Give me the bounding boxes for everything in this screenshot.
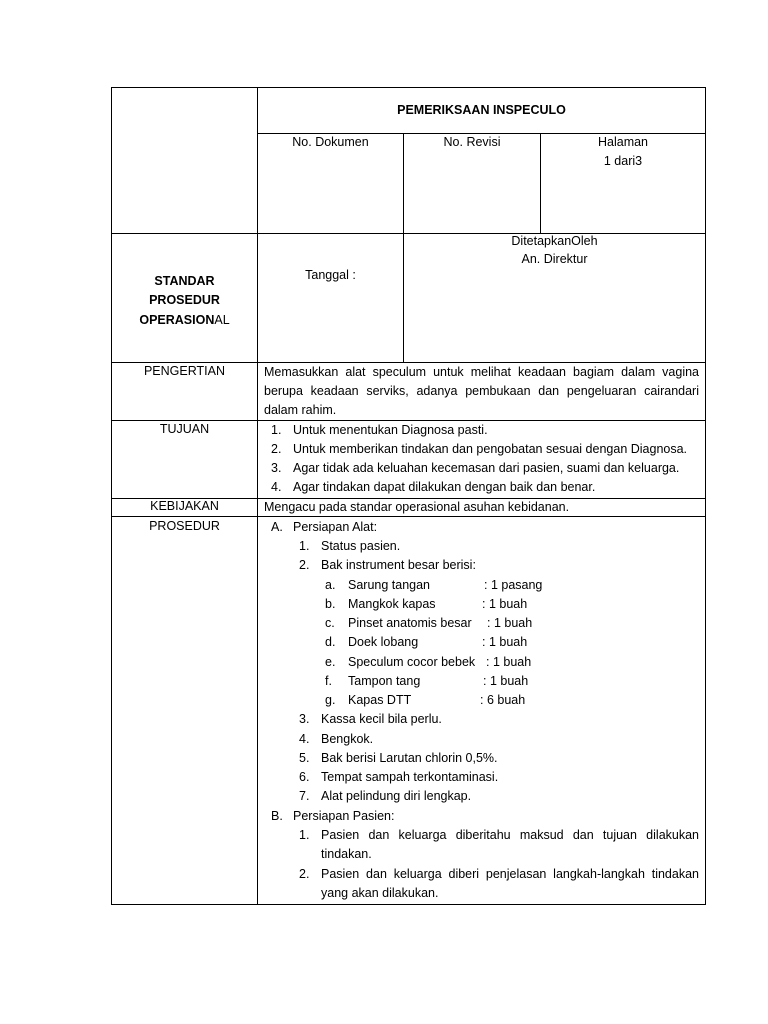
instrument-name-g: Kapas DTT (348, 693, 412, 707)
sop-title-line2: PROSEDUR (149, 293, 220, 307)
instrument-letter-f: f. (325, 674, 332, 688)
step-a7-text: Alat pelindung diri lengkap. (321, 789, 472, 803)
section-a-letter: A. (271, 520, 283, 534)
document-title: PEMERIKSAAN INSPECULO (397, 103, 566, 117)
table-border-bottom (111, 904, 706, 905)
table-border-right (705, 87, 706, 905)
instrument-letter-b: b. (325, 597, 336, 611)
kebijakan-text: Mengacu pada standar operasional asuhan kebidanan. (264, 500, 570, 514)
table-border-left (111, 87, 112, 905)
page-value: 1 dari3 (603, 154, 643, 168)
section-b-title: Persiapan Pasien: (293, 809, 395, 823)
tujuan-item-1: Untuk menentukan Diagnosa pasti. (293, 423, 488, 437)
instrument-name-f: Tampon tang (348, 674, 421, 688)
instrument-name-b: Mangkok kapas (348, 597, 436, 611)
instrument-name-a: Sarung tangan (348, 578, 431, 592)
instrument-letter-d: d. (325, 635, 336, 649)
sop-title-line3-bold: OPERASION (139, 313, 215, 327)
kebijakan-label: KEBIJAKAN (150, 499, 219, 513)
tujuan-item-2: Untuk memberikan tindakan dan pengobatan sesuai dengan Diagnosa. (293, 442, 688, 456)
tujuan-num-3: 3. (271, 461, 282, 475)
instrument-letter-e: e. (325, 655, 336, 669)
instrument-qty-e: : 1 buah (486, 655, 532, 669)
step-b2-line1: Pasien dan keluarga diberi penjelasan langkah-langkah tindakan (321, 867, 699, 881)
prosedur-label: PROSEDUR (149, 519, 220, 533)
table-border-top (111, 87, 706, 88)
pengertian-line1: Memasukkan alat speculum untuk melihat keadaan bagiam dalam vagina (264, 365, 699, 379)
step-a6-text: Tempat sampah terkontaminasi. (321, 770, 499, 784)
sop-title-line1: STANDAR (154, 274, 215, 288)
instrument-name-d: Doek lobang (348, 635, 419, 649)
instrument-qty-f: : 1 buah (483, 674, 529, 688)
tujuan-num-2: 2. (271, 442, 282, 456)
step-b2-num: 2. (299, 867, 310, 881)
step-a2-num: 2. (299, 558, 310, 572)
step-a4-num: 4. (299, 732, 310, 746)
section-a-title: Persiapan Alat: (293, 520, 378, 534)
step-a3-text: Kassa kecil bila perlu. (321, 712, 442, 726)
step-a5-num: 5. (299, 751, 310, 765)
step-a7-num: 7. (299, 789, 310, 803)
section-b-letter: B. (271, 809, 283, 823)
instrument-qty-a: : 1 pasang (484, 578, 543, 592)
tujuan-num-4: 4. (271, 480, 282, 494)
tujuan-num-1: 1. (271, 423, 282, 437)
pengertian-line2: berupa keadaan serviks, adanya pembukaan dan pengeluaran cairandari (264, 384, 699, 398)
step-a5-text: Bak berisi Larutan chlorin 0,5%. (321, 751, 498, 765)
sop-document (111, 87, 706, 905)
instrument-qty-d: : 1 buah (482, 635, 528, 649)
instrument-qty-b: : 1 buah (482, 597, 528, 611)
date-label: Tanggal : (305, 268, 356, 282)
step-a6-num: 6. (299, 770, 310, 784)
step-b2-line2: yang akan dilakukan. (321, 886, 439, 900)
tujuan-label: TUJUAN (159, 422, 210, 436)
pengertian-label: PENGERTIAN (143, 364, 226, 378)
pengertian-line3: dalam rahim. (264, 403, 337, 417)
instrument-name-e: Speculum cocor bebek (348, 655, 476, 669)
step-b1-line1: Pasien dan keluarga diberitahu maksud dan tujuan dilakukan (321, 828, 699, 842)
instrument-name-c: Pinset anatomis besar (348, 616, 472, 630)
label-column-divider (257, 87, 258, 905)
step-a3-num: 3. (299, 712, 310, 726)
step-b1-line2: tindakan. (321, 847, 372, 861)
doc-no-label: No. Dokumen (292, 135, 369, 149)
approved-for: An. Direktur (521, 252, 588, 266)
sop-title-line3 (112, 311, 257, 330)
page-label: Halaman (597, 135, 649, 149)
step-a2-text: Bak instrument besar berisi: (321, 558, 476, 572)
instrument-letter-a: a. (325, 578, 336, 592)
instrument-qty-c: : 1 buah (487, 616, 533, 630)
step-a4-text: Bengkok. (321, 732, 374, 746)
instrument-letter-g: g. (325, 693, 336, 707)
step-b1-num: 1. (299, 828, 310, 842)
revision-label: No. Revisi (443, 135, 501, 149)
instrument-letter-c: c. (325, 616, 335, 630)
sop-title-line3-tail: AL (214, 313, 230, 327)
step-a1-text: Status pasien. (321, 539, 401, 553)
step-a1-num: 1. (299, 539, 310, 553)
instrument-qty-g: : 6 buah (480, 693, 526, 707)
approved-by: DitetapkanOleh (511, 234, 598, 248)
tujuan-item-3: Agar tidak ada keluahan kecemasan dari pasien, suami dan keluarga. (293, 461, 680, 475)
tujuan-item-4: Agar tindakan dapat dilakukan dengan baik dan benar. (293, 480, 596, 494)
